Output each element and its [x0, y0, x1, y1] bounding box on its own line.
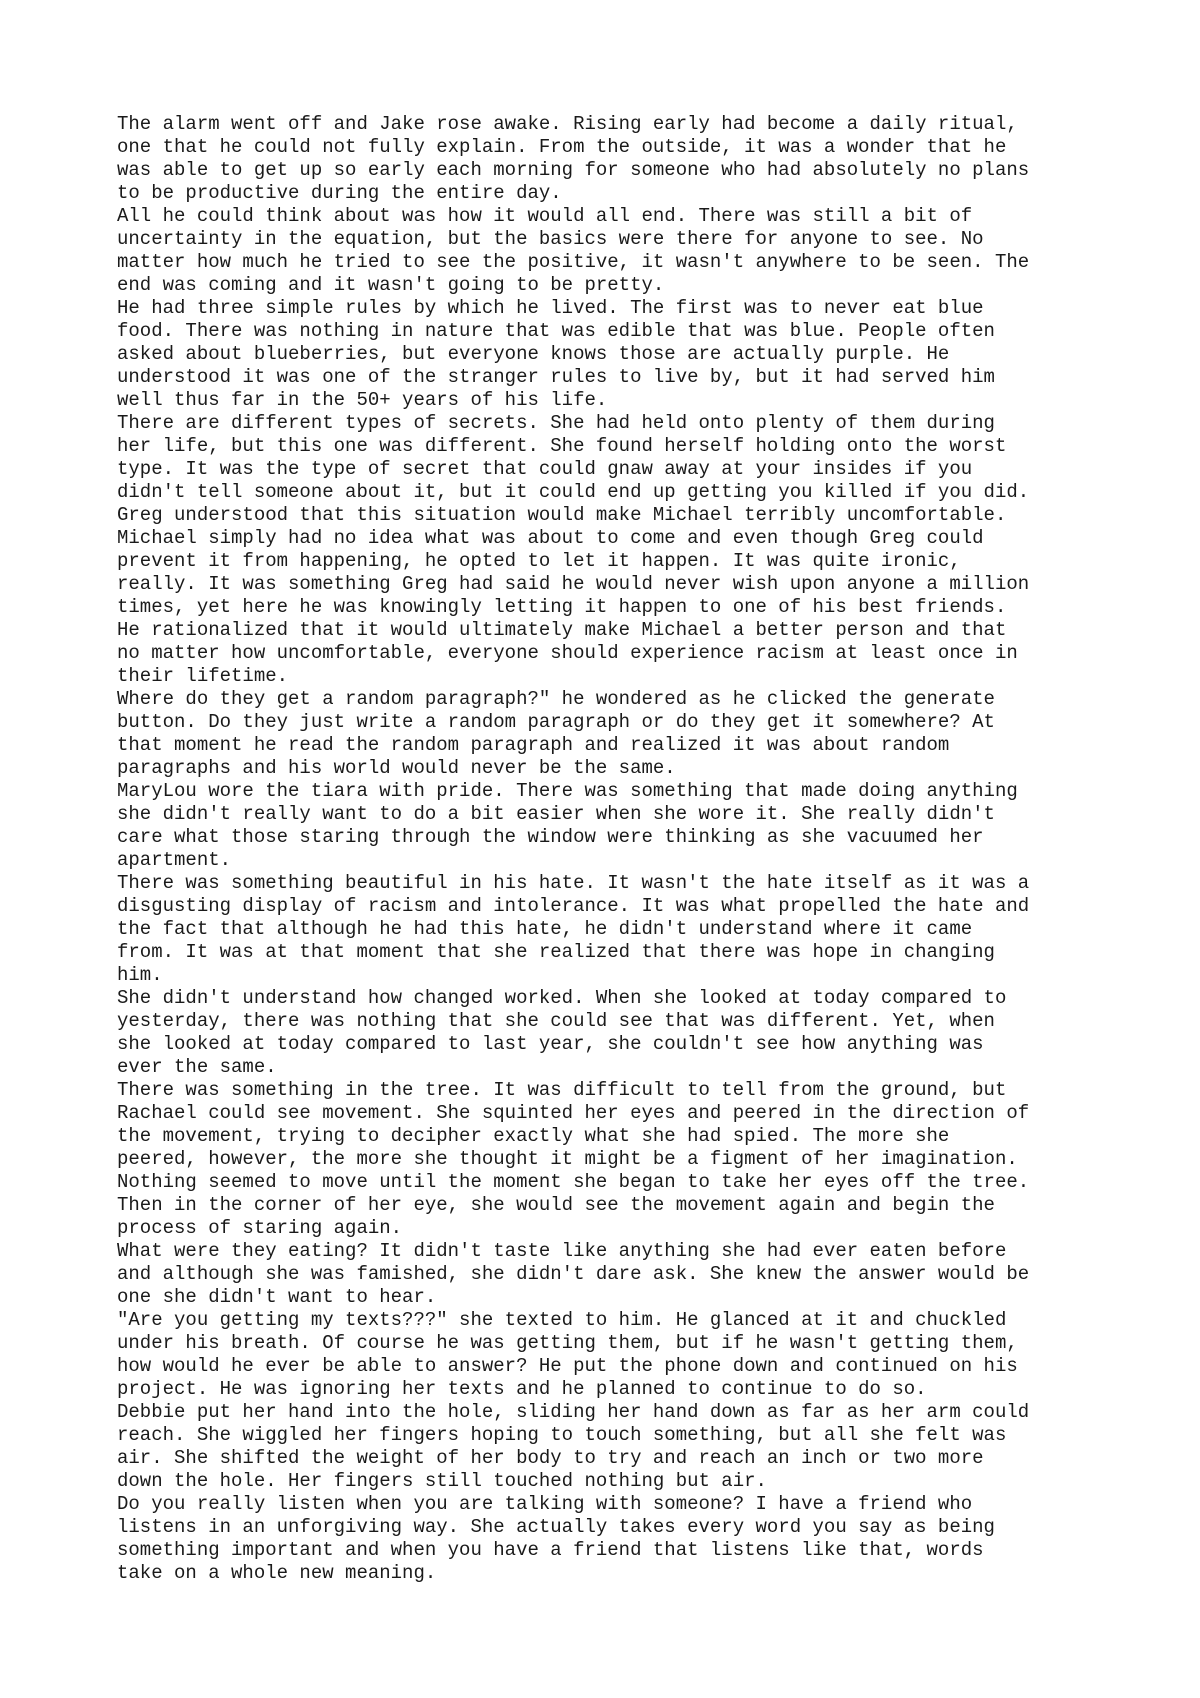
paragraph-three-rules: He had three simple rules by which he lived. The first was to never eat blue food. There was nothing in nature that was edible that was blue. People often asked about blueberries, but everyone knows those are actually purple. He understood it was one of the stranger rules to live by, but it had served him well thus far in the 50+ years of his life. [117, 297, 995, 411]
paragraph-debbie-hole: Debbie put her hand into the hole, sliding her hand down as far as her arm could reach. She wiggled her fingers hoping to touch something, but all she felt was air. She shifted the weight of her body to try and reach an inch or two more down the hole. Her fingers still touched nothing but air. [117, 1401, 1030, 1492]
paragraph-greg-michael: Greg understood that this situation would make Michael terribly uncomfortable. Michael simply had no idea what was about to come and even though Greg could prevent it from happening, he opted to let it happen. It was quite ironic, really. It was something Greg had said he would never wish upon anyone a million times, yet here he was knowingly letting it happen to one of his best friends. He rationalized that it would ultimately make Michael a better person and that no matter how uncomfortable, everyone should experience racism at least once in their lifetime. [117, 504, 1030, 687]
paragraph-listening: Do you really listen when you are talking with someone? I have a friend who listens in an unforgiving way. She actually takes every word you say as being something important and when you have a friend that listens like that, words take on a whole new meaning. [117, 1493, 995, 1584]
paragraph-tree-movement: There was something in the tree. It was difficult to tell from the ground, but Rachael could see movement. She squinted her eyes and peered in the direction of the movement, trying to decipher exactly what she had spied. The more she peered, however, the more she thought it might be a figment of her imagination. Nothing seemed to move until the moment she began to take her eyes off the tree. Then in the corner of her eye, she would see the movement again and begin the process of staring again. [117, 1079, 1030, 1239]
paragraph-alarm: The alarm went off and Jake rose awake. Rising early had become a daily ritual, one that he could not fully explain. From the outside, it was a wonder that he was able to get up so early each morning for someone who had absolutely no plans to be productive during the entire day. [117, 113, 1030, 204]
paragraph-what-eating: What were they eating? It didn't taste like anything she had ever eaten before and although she was famished, she didn't dare ask. She knew the answer would be one she didn't want to hear. [117, 1240, 1030, 1308]
paragraph-beautiful-hate: There was something beautiful in his hate. It wasn't the hate itself as it was a disgusting display of racism and intolerance. It was what propelled the hate and the fact that although he had this hate, he didn't understand where it came from. It was at that moment that she realized that there was hope in changing him. [117, 872, 1030, 986]
paragraph-how-it-ends: All he could think about was how it would all end. There was still a bit of uncertainty in the equation, but the basics were there for anyone to see. No matter how much he tried to see the positive, it wasn't anywhere to be seen. The end was coming and it wasn't going to be pretty. [117, 205, 1030, 296]
paragraph-secrets: There are different types of secrets. She had held onto plenty of them during her life, but this one was different. She found herself holding onto the worst type. It was the type of secret that could gnaw away at your insides if you didn't tell someone about it, but it could end up getting you killed if you did. [117, 412, 1030, 503]
document-page [117, 113, 1117, 1585]
paragraph-marylou-tiara: MaryLou wore the tiara with pride. There was something that made doing anything she didn't really want to do a bit easier when she wore it. She really didn't care what those staring through the window were thinking as she vacuumed her apartment. [117, 780, 1018, 871]
paragraph-how-change-works: She didn't understand how changed worked. When she looked at today compared to yesterday, there was nothing that she could see that was different. Yet, when she looked at today compared to last year, she couldn't see how anything was ever the same. [117, 987, 1007, 1078]
paragraph-texts: "Are you getting my texts???" she texted to him. He glanced at it and chuckled under his breath. Of course he was getting them, but if he wasn't getting them, how would he ever be able to answer? He put the phone down and continued on his project. He was ignoring her texts and he planned to continue to do so. [117, 1309, 1018, 1400]
paragraph-random-paragraph: Where do they get a random paragraph?" he wondered as he clicked the generate button. Do they just write a random paragraph or do they get it somewhere? At that moment he read the random paragraph and realized it was about random paragraphs and his world would never be the same. [117, 688, 995, 779]
